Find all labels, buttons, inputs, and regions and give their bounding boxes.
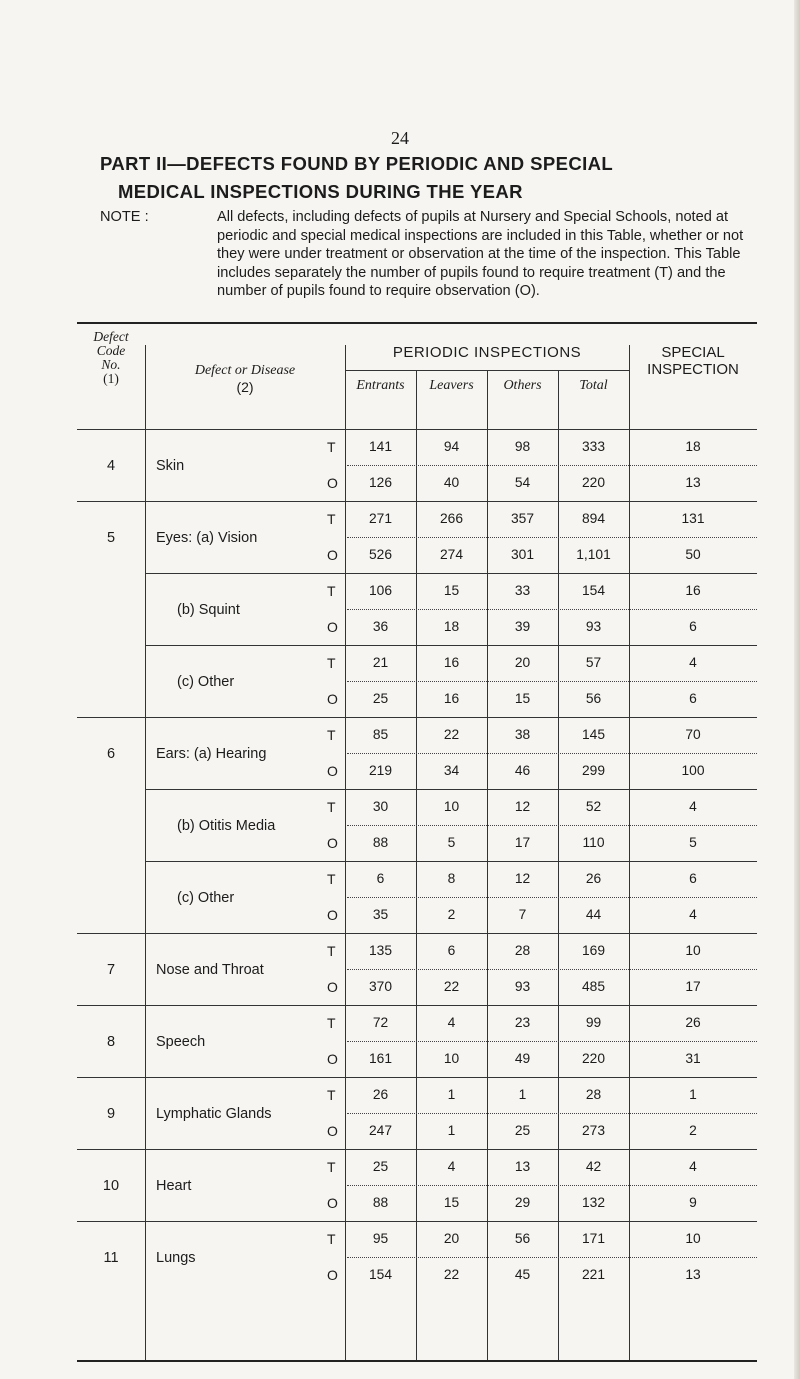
treatment-value: 1 (518, 1087, 527, 1102)
table-row (77, 862, 757, 934)
treatment-value: 26 (372, 1087, 389, 1102)
treatment-value: 28 (585, 1087, 602, 1102)
observation-value: 22 (443, 979, 460, 994)
observation-value: 50 (685, 547, 701, 562)
treatment-value: 10 (685, 943, 701, 958)
defect-name: Lymphatic Glands (156, 1106, 272, 1122)
treatment-label: T (327, 439, 336, 455)
special-header (629, 344, 757, 378)
treatment-label: T (327, 727, 336, 743)
observation-value: 126 (368, 475, 393, 490)
table-row (77, 1222, 757, 1294)
treatment-label: T (327, 583, 336, 599)
observation-value: 39 (514, 619, 531, 634)
treatment-value: 169 (581, 943, 606, 958)
observation-label: O (327, 1123, 338, 1139)
treatment-value: 94 (443, 439, 460, 454)
row-mid-rule (347, 609, 757, 610)
defect-header (145, 362, 345, 396)
treatment-label: T (327, 655, 336, 671)
row-mid-rule (347, 897, 757, 898)
leavers-header: Leavers (429, 378, 474, 393)
code-header (77, 330, 145, 386)
row-mid-rule (347, 825, 757, 826)
treatment-value: 6 (447, 943, 456, 958)
title-line-1: PART II—DEFECTS FOUND BY PERIODIC AND SPECIAL (100, 153, 614, 174)
table-row (77, 574, 757, 646)
treatment-value: 33 (514, 583, 531, 598)
table-row (77, 646, 757, 718)
observation-label: O (327, 475, 338, 491)
row-mid-rule (347, 753, 757, 754)
treatment-value: 4 (689, 799, 697, 814)
table-row (77, 1006, 757, 1078)
treatment-value: 12 (514, 871, 531, 886)
observation-value: 7 (518, 907, 527, 922)
treatment-value: 28 (514, 943, 531, 958)
treatment-value: 6 (689, 871, 697, 886)
treatment-label: T (327, 871, 336, 887)
code-header-line1: Defect (93, 329, 129, 344)
observation-value: 17 (514, 835, 531, 850)
defect-name: (b) Squint (177, 602, 240, 618)
observation-value: 93 (585, 619, 602, 634)
row-mid-rule (347, 1185, 757, 1186)
observation-value: 301 (510, 547, 535, 562)
defect-code (77, 790, 145, 862)
treatment-value: 141 (368, 439, 393, 454)
defect-name: (c) Other (177, 674, 235, 690)
treatment-value: 21 (372, 655, 389, 670)
defect-name: Lungs (156, 1250, 196, 1266)
observation-value: 4 (689, 907, 697, 922)
table-row (77, 790, 757, 862)
treatment-value: 72 (372, 1015, 389, 1030)
treatment-value: 1 (689, 1087, 697, 1102)
table-header (77, 328, 757, 430)
observation-value: 5 (689, 835, 697, 850)
treatment-value: 99 (585, 1015, 602, 1030)
observation-value: 221 (581, 1267, 606, 1282)
treatment-label: T (327, 943, 336, 959)
table-bottom-rule (77, 1360, 757, 1362)
observation-label: O (327, 907, 338, 923)
defect-code: 8 (106, 1034, 116, 1050)
page-edge (794, 0, 800, 1379)
observation-label: O (327, 835, 338, 851)
defect-name: (c) Other (177, 890, 235, 906)
row-mid-rule (347, 1257, 757, 1258)
defect-name: Nose and Throat (156, 962, 264, 978)
defect-header-line1: Defect or Disease (194, 363, 296, 378)
observation-value: 485 (581, 979, 606, 994)
treatment-value: 135 (368, 943, 393, 958)
observation-value: 10 (443, 1051, 460, 1066)
observation-value: 110 (582, 835, 605, 850)
treatment-value: 154 (581, 583, 606, 598)
defect-name: Speech (156, 1034, 206, 1050)
observation-value: 44 (585, 907, 602, 922)
treatment-value: 10 (443, 799, 460, 814)
defect-code: 6 (106, 746, 116, 762)
treatment-value: 23 (514, 1015, 531, 1030)
code-header-line4: (1) (103, 371, 119, 386)
others-header: Others (503, 378, 542, 393)
defect-code: 4 (106, 458, 116, 474)
defect-code: 11 (103, 1250, 119, 1266)
observation-value: 370 (368, 979, 393, 994)
treatment-value: 4 (447, 1015, 456, 1030)
observation-value: 16 (443, 691, 460, 706)
treatment-value: 70 (685, 727, 701, 742)
observation-value: 2 (447, 907, 456, 922)
treatment-value: 4 (447, 1159, 456, 1174)
defect-code: 10 (102, 1178, 120, 1194)
treatment-value: 16 (685, 583, 701, 598)
defect-header-line2: (2) (236, 379, 254, 395)
treatment-label: T (327, 799, 336, 815)
treatment-value: 145 (581, 727, 606, 742)
table-row (77, 718, 757, 790)
observation-value: 220 (581, 475, 606, 490)
treatment-value: 271 (368, 511, 393, 526)
treatment-value: 52 (585, 799, 602, 814)
treatment-label: T (327, 1015, 336, 1031)
observation-value: 34 (443, 763, 460, 778)
periodic-header: PERIODIC INSPECTIONS (392, 344, 582, 361)
table-row (77, 1078, 757, 1150)
treatment-value: 266 (439, 511, 464, 526)
treatment-value: 106 (368, 583, 393, 598)
row-mid-rule (347, 537, 757, 538)
observation-value: 22 (443, 1267, 460, 1282)
observation-value: 5 (447, 835, 456, 850)
observation-value: 45 (514, 1267, 531, 1282)
treatment-value: 30 (372, 799, 389, 814)
observation-value: 161 (368, 1051, 393, 1066)
observation-value: 132 (581, 1195, 606, 1210)
observation-value: 154 (368, 1267, 393, 1282)
special-header-line2: INSPECTION (647, 361, 739, 378)
observation-label: O (327, 547, 338, 563)
observation-value: 273 (581, 1123, 606, 1138)
observation-value: 18 (443, 619, 460, 634)
observation-value: 49 (514, 1051, 531, 1066)
defect-code: 5 (106, 530, 116, 546)
defect-code (77, 646, 145, 718)
treatment-value: 56 (514, 1231, 531, 1246)
treatment-value: 15 (443, 583, 460, 598)
observation-value: 35 (372, 907, 389, 922)
observation-label: O (327, 619, 338, 635)
defect-name: Heart (156, 1178, 192, 1194)
observation-label: O (327, 1267, 338, 1283)
title-line-2: MEDICAL INSPECTIONS DURING THE YEAR (118, 181, 523, 202)
treatment-value: 57 (585, 655, 602, 670)
treatment-value: 38 (514, 727, 531, 742)
observation-value: 54 (514, 475, 531, 490)
treatment-value: 20 (443, 1231, 460, 1246)
observation-value: 274 (439, 547, 464, 562)
defect-code: 7 (106, 962, 116, 978)
observation-value: 6 (689, 619, 697, 634)
page-title (100, 150, 740, 206)
row-mid-rule (347, 465, 757, 466)
observation-value: 526 (368, 547, 393, 562)
code-header-line2: Code (96, 343, 126, 358)
observation-label: O (327, 763, 338, 779)
treatment-value: 333 (581, 439, 606, 454)
table-row (77, 502, 757, 574)
observation-value: 25 (514, 1123, 531, 1138)
treatment-value: 4 (689, 655, 697, 670)
observation-value: 220 (581, 1051, 606, 1066)
treatment-value: 12 (514, 799, 531, 814)
treatment-value: 26 (585, 871, 602, 886)
row-mid-rule (347, 681, 757, 682)
defect-code (77, 574, 145, 646)
treatment-value: 357 (510, 511, 535, 526)
treatment-value: 16 (443, 655, 460, 670)
observation-label: O (327, 979, 338, 995)
treatment-value: 171 (581, 1231, 606, 1246)
observation-value: 6 (689, 691, 697, 706)
observation-value: 299 (581, 763, 606, 778)
observation-value: 29 (514, 1195, 531, 1210)
observation-value: 1 (447, 1123, 456, 1138)
treatment-value: 13 (514, 1159, 531, 1174)
defect-name: Eyes: (a) Vision (156, 530, 258, 546)
treatment-value: 131 (681, 511, 705, 526)
treatment-value: 25 (372, 1159, 389, 1174)
observation-label: O (327, 691, 338, 707)
observation-value: 9 (689, 1195, 697, 1210)
treatment-label: T (327, 511, 336, 527)
table-top-rule (77, 322, 757, 324)
observation-value: 36 (372, 619, 389, 634)
observation-value: 25 (372, 691, 389, 706)
treatment-value: 95 (372, 1231, 389, 1246)
observation-value: 247 (368, 1123, 393, 1138)
observation-value: 46 (514, 763, 531, 778)
observation-value: 88 (372, 1195, 389, 1210)
table-row (77, 934, 757, 1006)
treatment-value: 98 (514, 439, 531, 454)
treatment-label: T (327, 1159, 336, 1175)
observation-value: 56 (585, 691, 602, 706)
observation-value: 17 (685, 979, 701, 994)
treatment-value: 8 (447, 871, 456, 886)
table-row (77, 430, 757, 502)
observation-value: 93 (514, 979, 531, 994)
treatment-label: T (327, 1231, 336, 1247)
observation-value: 13 (685, 1267, 701, 1282)
defect-name: Skin (156, 458, 185, 474)
observation-value: 219 (368, 763, 393, 778)
special-header-line1: SPECIAL (661, 344, 725, 361)
row-mid-rule (347, 1041, 757, 1042)
treatment-label: T (327, 1087, 336, 1103)
observation-value: 15 (514, 691, 531, 706)
page-number: 24 (391, 128, 409, 148)
observation-value: 40 (443, 475, 460, 490)
defect-code (77, 862, 145, 934)
entrants-header: Entrants (356, 378, 405, 393)
treatment-value: 6 (376, 871, 385, 886)
code-header-line3: No. (101, 357, 121, 372)
treatment-value: 10 (685, 1231, 701, 1246)
treatment-value: 894 (581, 511, 606, 526)
total-header: Total (579, 378, 608, 393)
treatment-value: 26 (685, 1015, 701, 1030)
treatment-value: 4 (689, 1159, 697, 1174)
observation-label: O (327, 1051, 338, 1067)
note-label: NOTE : (100, 209, 149, 225)
treatment-value: 42 (585, 1159, 602, 1174)
row-mid-rule (347, 1113, 757, 1114)
observation-label: O (327, 1195, 338, 1211)
observation-value: 2 (689, 1123, 697, 1138)
treatment-value: 20 (514, 655, 531, 670)
treatment-value: 18 (685, 439, 701, 454)
observation-value: 13 (685, 475, 701, 490)
defect-code: 9 (106, 1106, 116, 1122)
observation-value: 100 (681, 763, 705, 778)
observation-value: 88 (372, 835, 389, 850)
defect-name: Ears: (a) Hearing (156, 746, 267, 762)
table-row (77, 1150, 757, 1222)
defect-name: (b) Otitis Media (177, 818, 276, 834)
observation-value: 15 (443, 1195, 460, 1210)
observation-value: 1,101 (576, 547, 611, 562)
treatment-value: 85 (372, 727, 389, 742)
treatment-value: 1 (447, 1087, 456, 1102)
note-text: All defects, including defects of pupils at Nursery and Special Schools, noted at periodic and special medical inspections are included in this Table, whether or not they were under treatment or observation at the time of the inspection. This Table includes separately the number of pupils found to require treatment (T) and the number of pupils found to require observation (O). (217, 209, 744, 299)
observation-value: 31 (685, 1051, 701, 1066)
row-mid-rule (347, 969, 757, 970)
treatment-value: 22 (443, 727, 460, 742)
